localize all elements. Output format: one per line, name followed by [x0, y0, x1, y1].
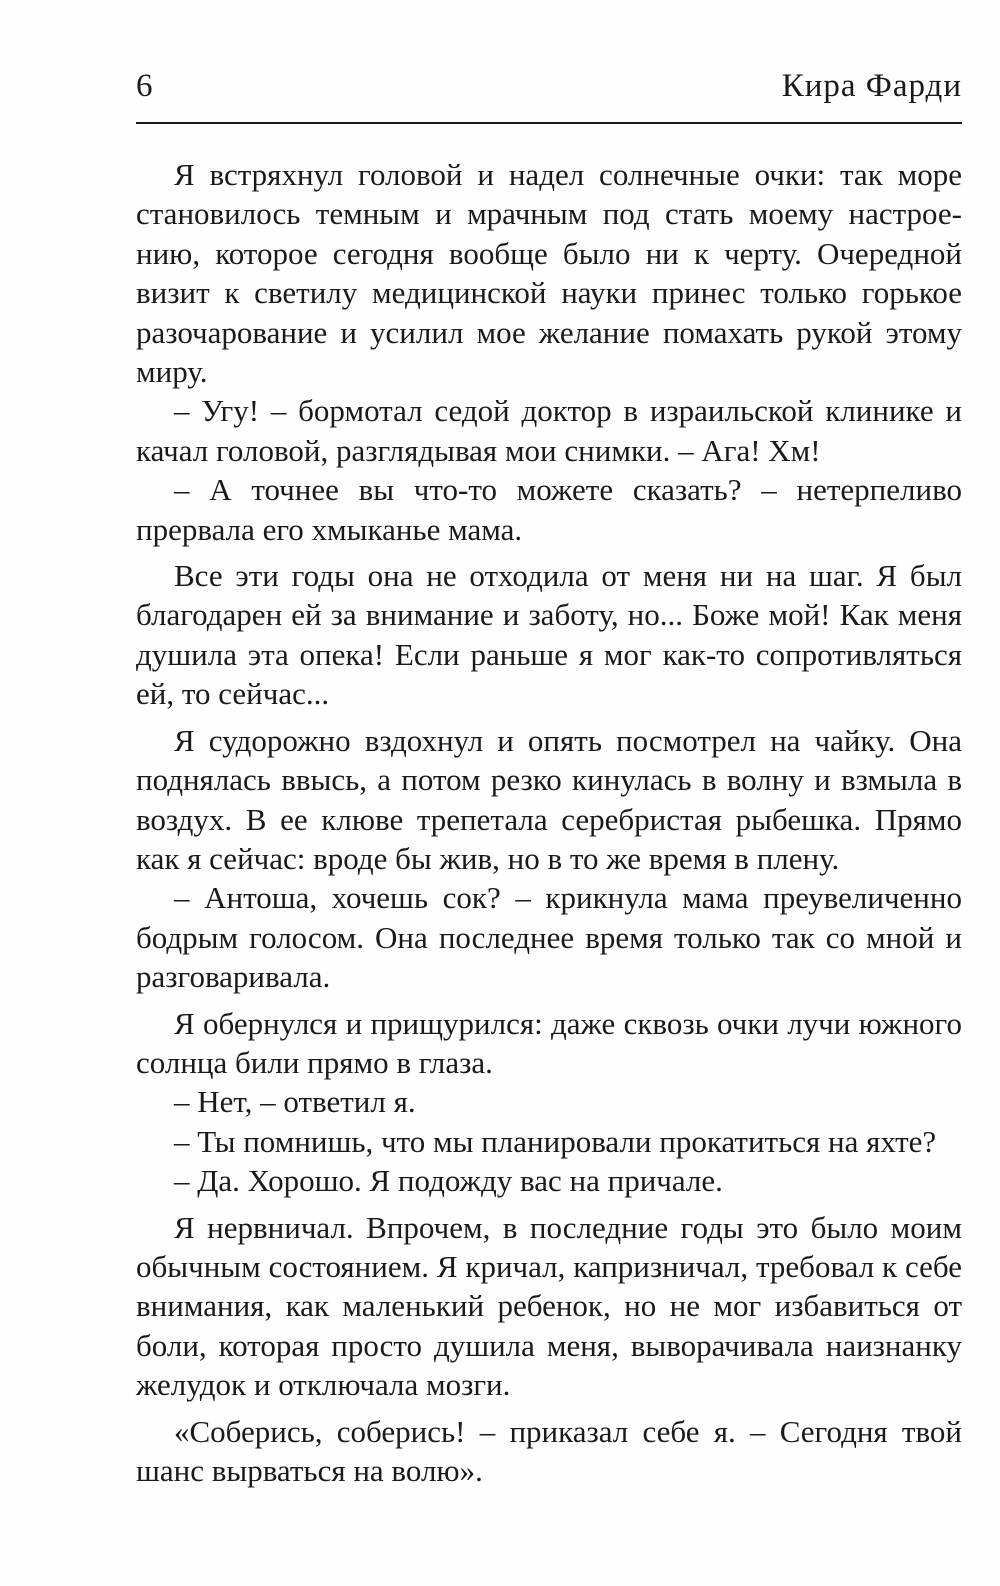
paragraph: Все эти годы она не отходила от меня ни на шаг. Я был благодарен ей за внимание и заботу, но... Боже мой! Как меня душила эта опека! Если раньше я мог как-то сопротивляться ей, то сейчас...: [136, 558, 962, 712]
paragraph: – Нет, – ответил я.: [174, 1084, 416, 1120]
paragraph: – А точнее вы что-то можете сказать? – нетерпеливо прервала его хмыканье мама.: [136, 472, 962, 547]
body-text: [136, 155, 962, 1490]
paragraph: – Антоша, хочешь сок? – крикнула мама преувеличенно бодрым голосом. Она последнее время только так со мной и разговаривала.: [136, 880, 962, 995]
paragraph: «Соберись, соберись! – приказал себе я. – Сегодня твой шанс вырваться на волю».: [136, 1413, 962, 1488]
paragraph: – Угу! – бормотал седой доктор в израильской клинике и качал головой, разглядывая мои снимки. – Ага! Хм!: [136, 393, 962, 468]
paragraph: Я встряхнул головой и надел солнечные очки: так море становилось темным и мрачным под стать моему настроению, которое сегодня вообще было ни к черту. Очередной визит к светилу медицинской науки принес только горькое разочарование и усилил мое желание помахать рукой этому миру.: [136, 157, 962, 390]
paragraph: Я обернулся и прищурился: даже сквозь очки лучи южного солнца били прямо в глаза.: [136, 1005, 962, 1080]
running-head: [136, 68, 962, 120]
paragraph: – Да. Хорошо. Я подожду вас на причале.: [174, 1163, 723, 1199]
paragraph: Я судорожно вздохнул и опять посмотрел на чайку. Она поднялась ввысь, а потом резко кинулась в волну и взмыла в воздух. В ее клюве трепетала серебристая рыбешка. Прямо как я сейчас: вроде бы жив, но в то же время в плену.: [136, 722, 962, 876]
book-author: Кира Фарди: [781, 68, 962, 104]
header-divider: [136, 122, 962, 124]
paragraph: – Ты помнишь, что мы планировали прокатиться на яхте?: [174, 1123, 937, 1159]
paragraph: Я нервничал. Впрочем, в последние годы это было моим обычным состоянием. Я кричал, капризничал, требовал к себе внимания, как маленький ребенок, но не мог избавиться от боли, которая просто душила меня, выворачивала наизнанку желудок и отключала мозги.: [136, 1209, 962, 1403]
page-number: 6: [136, 68, 153, 104]
